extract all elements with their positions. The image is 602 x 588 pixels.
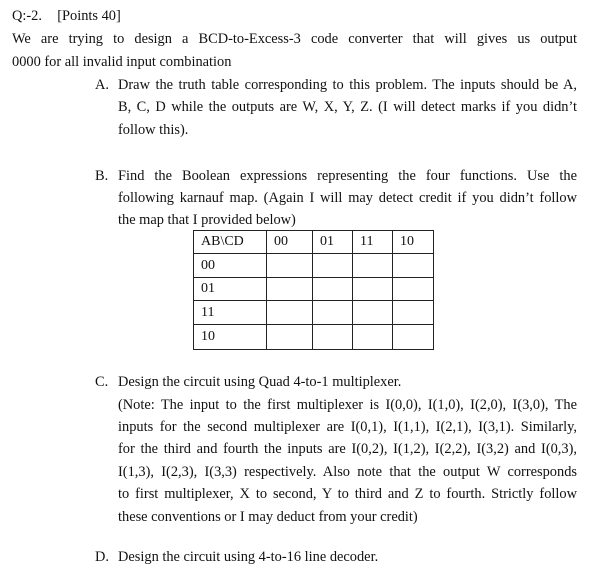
kmap-col-header: 01 [313, 231, 353, 254]
kmap-cell [353, 325, 393, 350]
kmap-row [194, 325, 434, 350]
kmap-cell [393, 325, 434, 350]
part-d-line-1: Design the circuit using 4-to-16 line decoder. [118, 549, 379, 565]
question-label: Q:-2. [12, 8, 42, 24]
kmap-col-header: 11 [353, 231, 393, 254]
kmap-cell [267, 301, 313, 325]
kmap-cell [353, 254, 393, 278]
part-d-marker: D. [95, 549, 109, 565]
kmap-row-header: 11 [194, 301, 267, 325]
kmap-col-header: 10 [393, 231, 434, 254]
part-c-line-4: for the third and fourth the inputs are I(0,2), I(1,2), I(2,2), I(3,2) and I(0,3), [118, 441, 577, 457]
points-label: [Points 40] [57, 8, 121, 24]
kmap-cell [267, 325, 313, 350]
question-header [12, 6, 121, 26]
kmap-cell [393, 254, 434, 278]
kmap-row-header: 10 [194, 325, 267, 350]
kmap-row-header: 00 [194, 254, 267, 278]
part-b-line-1: Find the Boolean expressions representing the four functions. Use the [118, 168, 577, 184]
kmap-col-header: 00 [267, 231, 313, 254]
kmap-cell [313, 278, 353, 301]
kmap-row [194, 278, 434, 301]
kmap-row [194, 301, 434, 325]
kmap-cell [353, 278, 393, 301]
part-c-line-3: inputs for the second multiplexer are I(0,1), I(1,1), I(2,1), I(3,1). Similarly, [118, 419, 577, 435]
kmap-cell [393, 301, 434, 325]
kmap-cell [267, 278, 313, 301]
kmap-row [194, 254, 434, 278]
part-a-marker: A. [95, 77, 109, 93]
part-a-line-2: B, C, D while the outputs are W, X, Y, Z. (I will detect marks if you didn’t [118, 99, 577, 115]
intro-line-1: We are trying to design a BCD-to-Excess-3 code converter that will gives us output [12, 31, 577, 47]
kmap-cell [313, 301, 353, 325]
part-b-line-3: the map that I provided below) [118, 212, 296, 228]
kmap-cell [313, 254, 353, 278]
part-b-marker: B. [95, 168, 109, 184]
part-c-marker: C. [95, 374, 109, 390]
kmap-cell [313, 325, 353, 350]
kmap-header-row [194, 231, 434, 254]
intro-line-2: 0000 for all invalid input combination [12, 54, 232, 70]
kmap-corner-cell: AB\CD [194, 231, 267, 254]
part-a-line-1: Draw the truth table corresponding to this problem. The inputs should be A, [118, 77, 577, 93]
part-c-line-7: these conventions or I may deduct from your credit) [118, 509, 418, 525]
kmap-cell [267, 254, 313, 278]
part-a-line-3: follow this). [118, 122, 189, 138]
kmap-cell [353, 301, 393, 325]
part-c-line-5: I(1,3), I(2,3), I(3,3) respectively. Also note that the output W corresponds [118, 464, 577, 480]
part-c-line-6: to first multiplexer, X to second, Y to third and Z to fourth. Strictly follow [118, 486, 577, 502]
part-c-line-1: Design the circuit using Quad 4-to-1 multiplexer. [118, 374, 402, 390]
part-c-line-2: (Note: The input to the first multiplexer is I(0,0), I(1,0), I(2,0), I(3,0), The [118, 397, 577, 413]
karnaugh-map-table [193, 230, 434, 350]
kmap-cell [393, 278, 434, 301]
part-b-line-2: following karnauf map. (Again I will may detect credit if you didn’t follow [118, 190, 577, 206]
kmap-row-header: 01 [194, 278, 267, 301]
